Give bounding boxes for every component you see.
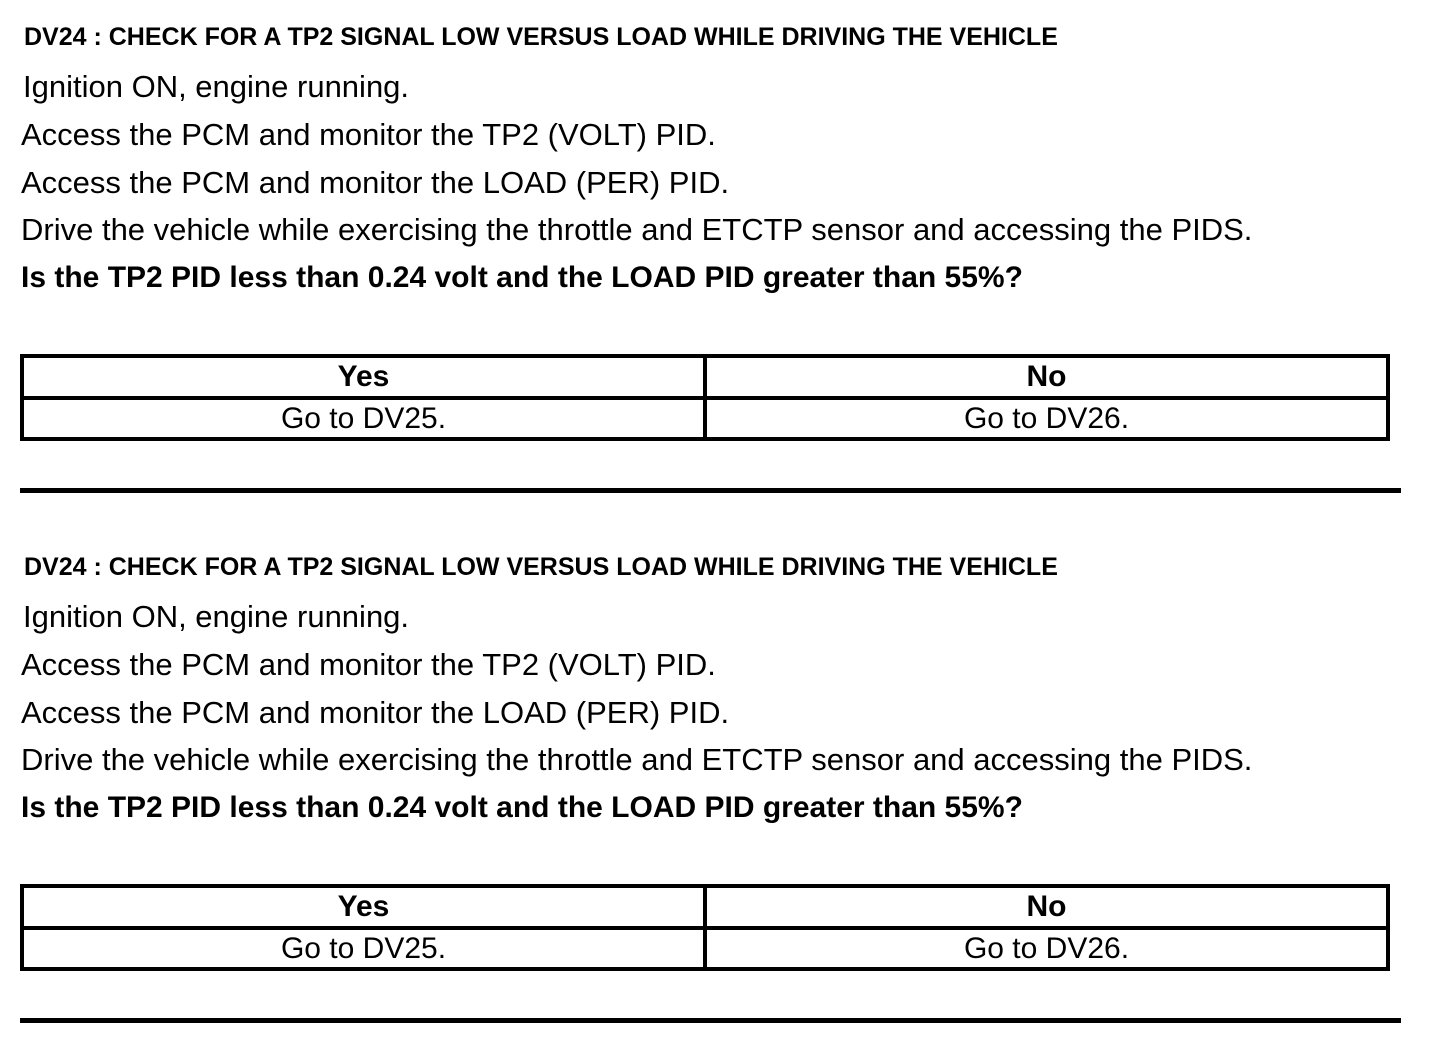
instruction-monitor-load: Access the PCM and monitor the LOAD (PER) PID. — [21, 695, 730, 730]
section-divider — [20, 488, 1401, 493]
no-header: No — [705, 886, 1388, 928]
instruction-drive-vehicle: Drive the vehicle while exercising the throttle and ETCTP sensor and accessing the PIDS. — [21, 742, 1253, 777]
yes-action: Go to DV25. — [22, 398, 705, 440]
result-action-row — [22, 398, 1388, 440]
result-header-row — [22, 356, 1388, 398]
instruction-monitor-tp2: Access the PCM and monitor the TP2 (VOLT) PID. — [21, 117, 716, 152]
step-title: DV24 : CHECK FOR A TP2 SIGNAL LOW VERSUS LOAD WHILE DRIVING THE VEHICLE — [24, 23, 1058, 51]
yes-action: Go to DV25. — [22, 928, 705, 970]
section-divider — [20, 1018, 1401, 1023]
diagnostic-question: Is the TP2 PID less than 0.24 volt and the LOAD PID greater than 55%? — [21, 261, 1023, 294]
no-header: No — [705, 356, 1388, 398]
instruction-drive-vehicle: Drive the vehicle while exercising the throttle and ETCTP sensor and accessing the PIDS. — [21, 212, 1253, 247]
step-title: DV24 : CHECK FOR A TP2 SIGNAL LOW VERSUS LOAD WHILE DRIVING THE VEHICLE — [24, 553, 1058, 581]
diagnostic-question: Is the TP2 PID less than 0.24 volt and the LOAD PID greater than 55%? — [21, 791, 1023, 824]
diagnostic-step-section — [0, 530, 1440, 1060]
instruction-monitor-tp2: Access the PCM and monitor the TP2 (VOLT) PID. — [21, 647, 716, 682]
result-table — [20, 354, 1390, 441]
result-header-row — [22, 886, 1388, 928]
no-action: Go to DV26. — [705, 398, 1388, 440]
yes-header: Yes — [22, 886, 705, 928]
instruction-ignition: Ignition ON, engine running. — [23, 69, 410, 104]
no-action: Go to DV26. — [705, 928, 1388, 970]
instruction-monitor-load: Access the PCM and monitor the LOAD (PER) PID. — [21, 165, 730, 200]
result-action-row — [22, 928, 1388, 970]
instruction-ignition: Ignition ON, engine running. — [23, 599, 410, 634]
result-table — [20, 884, 1390, 971]
yes-header: Yes — [22, 356, 705, 398]
